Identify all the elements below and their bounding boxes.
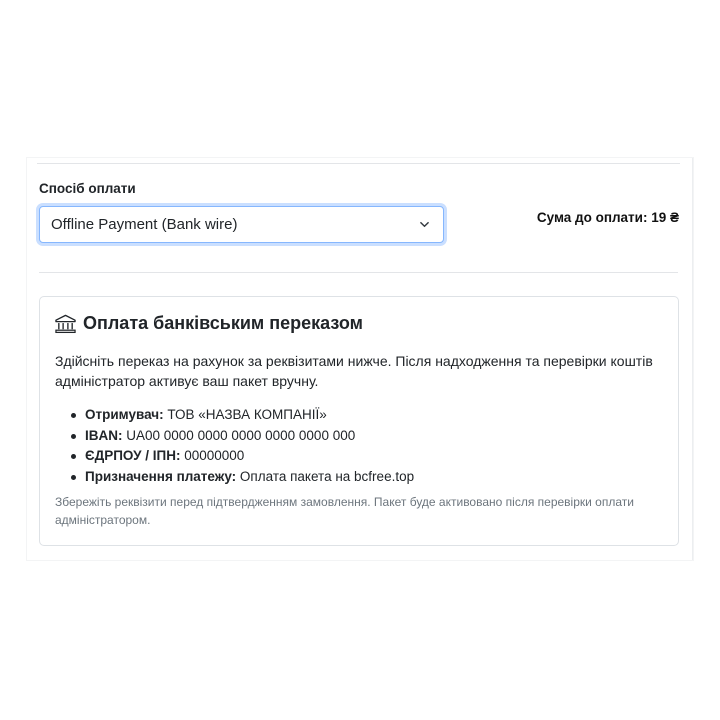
payment-method-label: Спосіб оплати bbox=[39, 181, 136, 196]
detail-label: Отримувач: bbox=[85, 407, 164, 422]
bank-details-list bbox=[85, 405, 414, 487]
card-description: Здійсніть переказ на рахунок за реквізитами нижче. Після надходження та перевірки коштів адміністратор активує ваш пакет вручну. bbox=[55, 353, 653, 389]
detail-value: ТОВ «НАЗВА КОМПАНІЇ» bbox=[167, 407, 327, 422]
bank-transfer-card bbox=[39, 296, 679, 546]
list-item bbox=[85, 467, 414, 488]
card-note: Збережіть реквізити перед підтвердженням замовлення. Пакет буде активовано після перевірки оплати адміністратором. bbox=[55, 495, 634, 527]
payment-method-select[interactable] bbox=[39, 206, 444, 243]
detail-value: 00000000 bbox=[184, 448, 245, 463]
payment-panel bbox=[27, 158, 693, 560]
card-title-text: Оплата банківським переказом bbox=[83, 313, 363, 333]
detail-label: IBAN: bbox=[85, 427, 123, 443]
list-item bbox=[85, 405, 414, 426]
bank-icon bbox=[55, 314, 76, 334]
detail-value: UA00 0000 0000 0000 0000 0000 000 bbox=[126, 427, 356, 443]
divider bbox=[39, 272, 678, 273]
detail-value: Оплата пакета на bcfree.top bbox=[239, 468, 415, 484]
list-item bbox=[85, 446, 414, 467]
payment-method-value: Offline Payment (Bank wire) bbox=[51, 216, 238, 233]
detail-label: ЄДРПОУ / ІПН: bbox=[85, 448, 181, 463]
chevron-down-icon bbox=[420, 220, 429, 229]
card-title bbox=[55, 313, 363, 334]
list-item bbox=[85, 426, 414, 447]
divider bbox=[37, 163, 680, 164]
detail-label: Призначення платежу: bbox=[85, 468, 237, 484]
amount-due: Сума до оплати: 19 ₴ bbox=[536, 210, 679, 225]
